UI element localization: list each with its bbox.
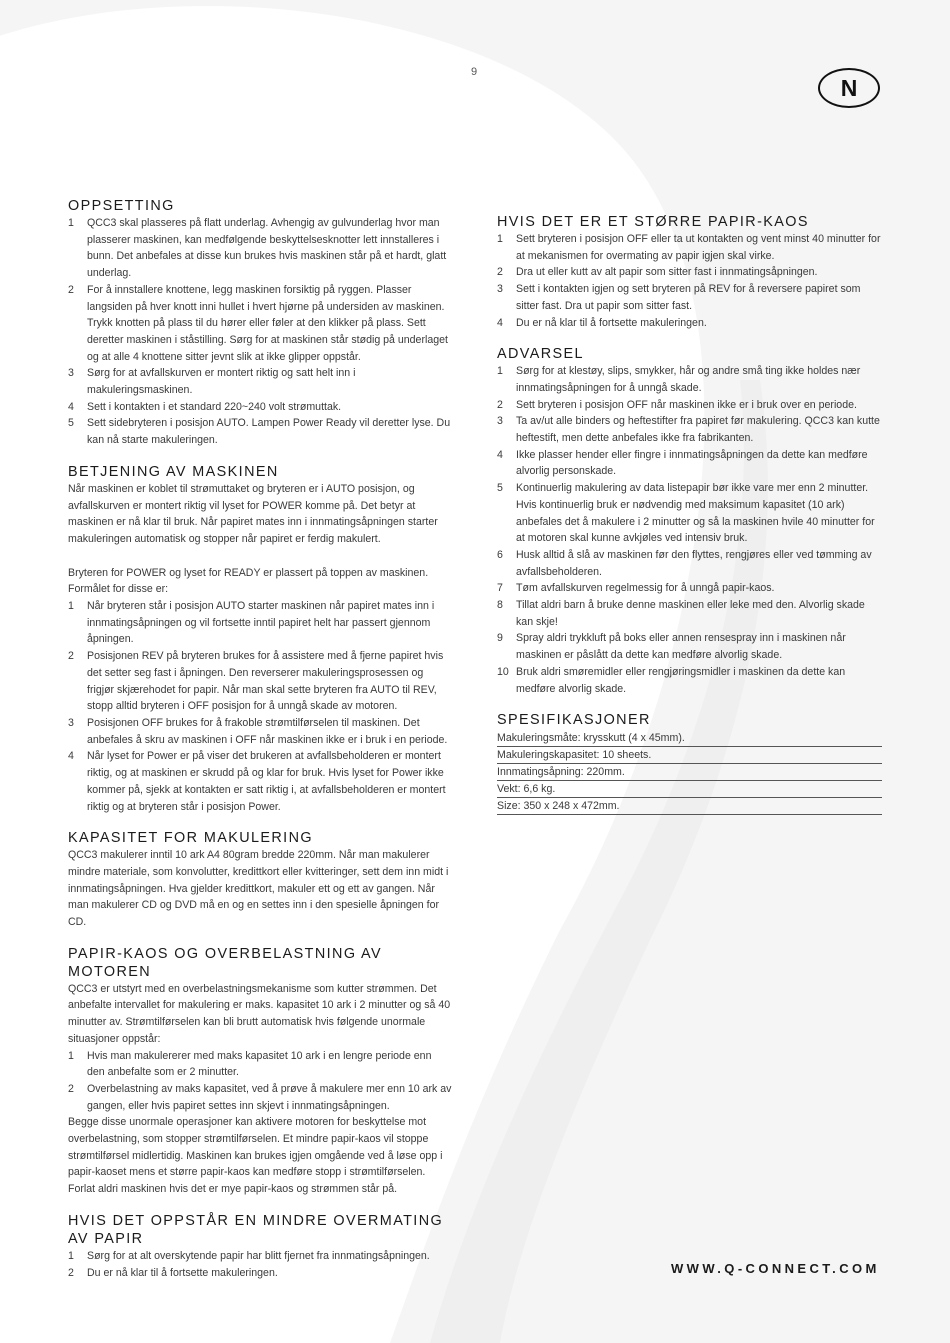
item-number: 4 — [497, 448, 503, 461]
item-number: 1 — [68, 1249, 74, 1262]
section-title: ADVARSEL — [497, 346, 584, 363]
numbered-list — [68, 1248, 452, 1281]
section-title: BETJENING AV MASKINEN — [68, 463, 279, 480]
list-item — [497, 397, 883, 414]
item-number: 7 — [497, 582, 503, 595]
list-item — [497, 547, 883, 580]
list-item — [68, 648, 452, 715]
list-item — [68, 215, 452, 282]
item-text: Du er nå klar til å fortsette makuleringen. — [87, 1266, 278, 1279]
paragraph: QCC3 er utstyrt med en overbelastningsmekanisme som kutter strømmen. Det anbefalte intervallet for makulering er maks. kapasitet 10 ark i 2 minutter og så 40 minutter av. Strømtilførselen kan bli brutt automatisk hvis følgende unormale situasjoner oppstår: — [68, 982, 451, 1045]
section-title: OPPSETTING — [68, 198, 175, 214]
item-number: 2 — [68, 650, 74, 663]
item-number: 1 — [497, 365, 503, 378]
list-item — [68, 715, 452, 748]
item-text: Ikke plasser hender eller fingre i innmatingsåpningen da dette kan medføre alvorlig personskade. — [516, 448, 868, 478]
numbered-list — [68, 215, 452, 449]
list-item — [68, 415, 452, 448]
item-text: Tillat aldri barn å bruke denne maskinen eller leke med den. Alvorlig skade kan skje! — [516, 599, 865, 628]
item-text: Kontinuerlig makulering av data listepapir bør ikke vare mer enn 2 minutter. Hvis kontinuerlig bruk er nødvendig med maksimum kapasitet (10 ark) anbefales det å makulere i 2 minutter og så la maskinen hvile 40 minutter for at motoren skal kunne avkjøles ved intensiv bruk. — [516, 482, 875, 545]
item-number: 1 — [68, 217, 74, 229]
page-number: 9 — [470, 66, 478, 78]
item-text: Sett bryteren i posisjon OFF eller ta ut kontakten og vent minst 40 minutter for at mekanismen for overmating av papir igjen skal virke. — [516, 233, 881, 262]
numbered-list — [497, 363, 883, 697]
section-title: PAPIR-KAOS OG OVERBELASTNING AV MOTOREN — [68, 945, 382, 980]
item-number: 1 — [497, 233, 503, 245]
language-badge: N — [818, 68, 880, 108]
paragraph: Begge disse unormale operasjoner kan aktivere motoren for beskyttelse mot overbelastning, som stopper strømtilførselen. Et mindre papir-kaos vil stoppe strømtilførsel midlertidig. Maskinen kan brukes igjen omgående ved å løse opp i papir-kaoset mens et større papir-kaos kan medføre stopp i strømtilførselen. Forlat aldri maskinen hvis det er mye papir-kaos og strømmen står på. — [68, 1116, 443, 1196]
item-number: 3 — [68, 367, 74, 380]
item-number: 5 — [497, 482, 503, 495]
item-text: Husk alltid å slå av maskinen før den flyttes, rengjøres eller ved tømming av avfallsbeholderen. — [516, 548, 872, 578]
item-number: 4 — [68, 400, 74, 413]
right-column — [497, 213, 883, 829]
item-number: 5 — [68, 417, 74, 430]
item-text: Sett bryteren i posisjon OFF når maskinen ikke er i bruk over en periode. — [516, 398, 857, 411]
list-item — [497, 281, 883, 314]
list-item — [68, 1048, 452, 1081]
section-kapasitet — [68, 829, 452, 931]
item-text: Sørg for at alt overskytende papir har blitt fjernet fra innmatingsåpningen. — [87, 1249, 430, 1262]
item-number: 2 — [497, 266, 503, 279]
spec-row: Vekt: 6,6 kg. — [497, 781, 882, 798]
item-text: Når lyset for Power er på viser det brukeren at avfallsbeholderen er montert riktig, og at maskinen er skrudd på og klar for bruk. Hvis lyset for Power ikke kommer på, sjekk at kontakten er satt riktig i, at avfallsbeholderen er montert riktig og at bryteren står i posisjon Power. — [87, 750, 446, 813]
item-text: Posisjonen OFF brukes for å frakoble strømtilførselen til maskinen. Det anbefales å skru av maskinen i OFF når maskinen ikke er i bruk i en periode. — [87, 716, 448, 746]
item-text: Tøm avfallskurven regelmessig for å unngå papir-kaos. — [516, 582, 775, 595]
item-text: Bruk aldri smøremidler eller rengjøringsmidler i maskinen da dette kan medføre alvorlig skade. — [516, 665, 846, 695]
section-betjening — [68, 463, 452, 815]
section-storre-papirkaos — [497, 213, 883, 331]
list-item — [68, 1265, 452, 1282]
spec-row: Innmatingsåpning: 220mm. — [497, 764, 882, 781]
item-text: Dra ut eller kutt av alt papir som sitter fast i innmatingsåpningen. — [516, 266, 818, 279]
spec-row: Makuleringskapasitet: 10 sheets. — [497, 747, 882, 764]
list-item — [497, 231, 883, 264]
item-text: Sørg for at avfallskurven er montert riktig og satt helt inn i makuleringsmaskinen. — [87, 367, 356, 397]
item-text: Posisjonen REV på bryteren brukes for å assistere med å fjerne papiret hvis det setter seg fast i åpningen. Den reverserer makuleringsprosessen og frigjør skjærehodet for papir. Når man skal sette bryteren fra AUTO til REV, stopp alltid bryteren i OFF posisjon for å unngå skade av motoren. — [87, 650, 444, 713]
paragraph: QCC3 makulerer inntil 10 ark A4 80gram bredde 220mm. Når man makulerer mindre materiale, som konvolutter, kredittkort eller kvitteringer, sett dem inn midt i innmatingsåpningen. Hva gjelder kredittkort, makuler ett og ett av gangen. Når man makulerer CD og DVD må en og en settes inn i den spesielle åpningen for CD. — [68, 849, 449, 929]
item-text: Ta av/ut alle binders og heftestifter fra papiret før makulering. QCC3 kan kutte heftestift, men dette anbefales ikke fra fabrikanten. — [516, 415, 880, 445]
numbered-list — [68, 1048, 452, 1115]
item-text: Overbelastning av maks kapasitet, ved å prøve å makulere mer enn 10 ark av gangen, eller hvis papiret settes inn skjevt i innmatingsåpningen. — [87, 1082, 452, 1112]
list-item — [497, 580, 883, 597]
item-number: 6 — [497, 548, 503, 561]
list-item — [497, 664, 883, 697]
item-number: 4 — [497, 316, 503, 329]
item-text: Spray aldri trykkluft på boks eller annen rensespray inn i maskinen når maskinen er påslått da dette kan medføre alvorlig skade. — [516, 632, 846, 662]
list-item — [68, 1248, 452, 1265]
list-item — [68, 282, 452, 366]
item-text: QCC3 skal plasseres på flatt underlag. Avhengig av gulvunderlag hvor man plasserer maskinen, kan medfølgende beskyttelsesknotter lett innstalleres i bunn. Det anbefales at disse kun brukes hvis maskinen står på et hardt, glatt underlag. — [87, 217, 447, 280]
list-item — [497, 447, 883, 480]
item-number: 3 — [68, 716, 74, 729]
left-column — [68, 197, 452, 1295]
item-number: 4 — [68, 750, 74, 763]
section-title: KAPASITET FOR MAKULERING — [68, 830, 313, 847]
item-number: 9 — [497, 632, 503, 645]
list-item — [497, 480, 883, 547]
section-oppsetting — [68, 197, 452, 449]
item-number: 2 — [68, 1082, 74, 1095]
section-title: HVIS DET OPPSTÅR EN MINDRE OVERMATING AV PAPIR — [68, 1212, 444, 1247]
list-item — [497, 597, 883, 630]
list-item — [497, 264, 883, 281]
item-text: Sett sidebryteren i posisjon AUTO. Lampen Power Ready vil deretter lyse. Du kan nå starte makuleringen. — [87, 417, 451, 447]
website-url: WWW.Q-CONNECT.COM — [671, 1261, 880, 1276]
section-title: SPESIFIKASJONER — [497, 712, 651, 729]
spec-row: Size: 350 x 248 x 472mm. — [497, 798, 882, 815]
section-mindre-overmating — [68, 1212, 452, 1281]
item-text: Når bryteren står i posisjon AUTO starter maskinen når papiret mates inn i innmatingsåpningen og vil fortsette inntil papiret helt har passert gjennom åpningen. — [87, 600, 435, 646]
list-item — [68, 399, 452, 416]
list-item — [497, 363, 883, 396]
list-item — [68, 598, 452, 648]
paragraph: Formålet for disse er: — [68, 583, 169, 596]
item-number: 3 — [497, 415, 503, 428]
item-number: 1 — [68, 600, 74, 613]
paragraph: Når maskinen er koblet til strømuttaket og bryteren er i AUTO posisjon, og avfallskurven er montert riktig vil lyset for POWER komme på. Det betyr at maskinen er nå klar til bruk. Når papiret mates inn i innmatingsåpningen starter makuleringen automatisk og stopper når papiret er ferdig makulert. — [68, 482, 438, 545]
list-item — [497, 413, 883, 446]
spec-row: Makuleringsmåte: krysskutt (4 x 45mm). — [497, 730, 882, 747]
section-title: HVIS DET ER ET STØRRE PAPIR-KAOS — [497, 214, 809, 230]
item-number: 10 — [497, 665, 509, 678]
list-item — [68, 748, 452, 815]
list-item — [497, 315, 883, 332]
item-number: 8 — [497, 599, 503, 612]
item-number: 2 — [497, 398, 503, 411]
list-item — [68, 1081, 452, 1114]
paragraph: Bryteren for POWER og lyset for READY er plassert på toppen av maskinen. — [68, 566, 429, 579]
spec-table — [497, 730, 882, 815]
numbered-list — [497, 231, 883, 331]
section-papirkaos — [68, 945, 452, 1198]
list-item — [68, 365, 452, 398]
item-number: 2 — [68, 1266, 74, 1279]
item-text: Sørg for at klestøy, slips, smykker, hår og andre små ting ikke holdes nær innmatingsåpningen for å unngå skade. — [516, 365, 861, 394]
list-item — [497, 630, 883, 663]
item-text: Sett i kontakten i et standard 220~240 volt strømuttak. — [87, 400, 342, 413]
item-number: 2 — [68, 283, 74, 296]
item-text: Hvis man makulererer med maks kapasitet 10 ark i en lengre periode enn den anbefalte som er 2 minutter. — [87, 1049, 432, 1079]
item-text: Du er nå klar til å fortsette makuleringen. — [516, 316, 707, 329]
numbered-list — [68, 598, 452, 815]
item-text: For å innstallere knottene, legg maskinen forsiktig på ryggen. Plasser langsiden på hver knott inni hullet i hvert hjørne på undersiden av maskinen. Trykk knotten på plass til du hører eller føler at den klikker på plass. Sett deretter maskinen i ståstilling. Sørg for at maskinen står stødig på underlaget og at alle 4 knottene sitter jevnt slik at ikke glipper oppstår. — [87, 283, 448, 363]
section-spesifikasjoner — [497, 711, 883, 815]
section-advarsel — [497, 345, 883, 697]
item-text: Sett i kontakten igjen og sett bryteren på REV for å reversere papiret som sitter fast. Dra ut papir som sitter fast. — [516, 283, 861, 312]
item-number: 1 — [68, 1049, 74, 1062]
item-number: 3 — [497, 283, 503, 296]
